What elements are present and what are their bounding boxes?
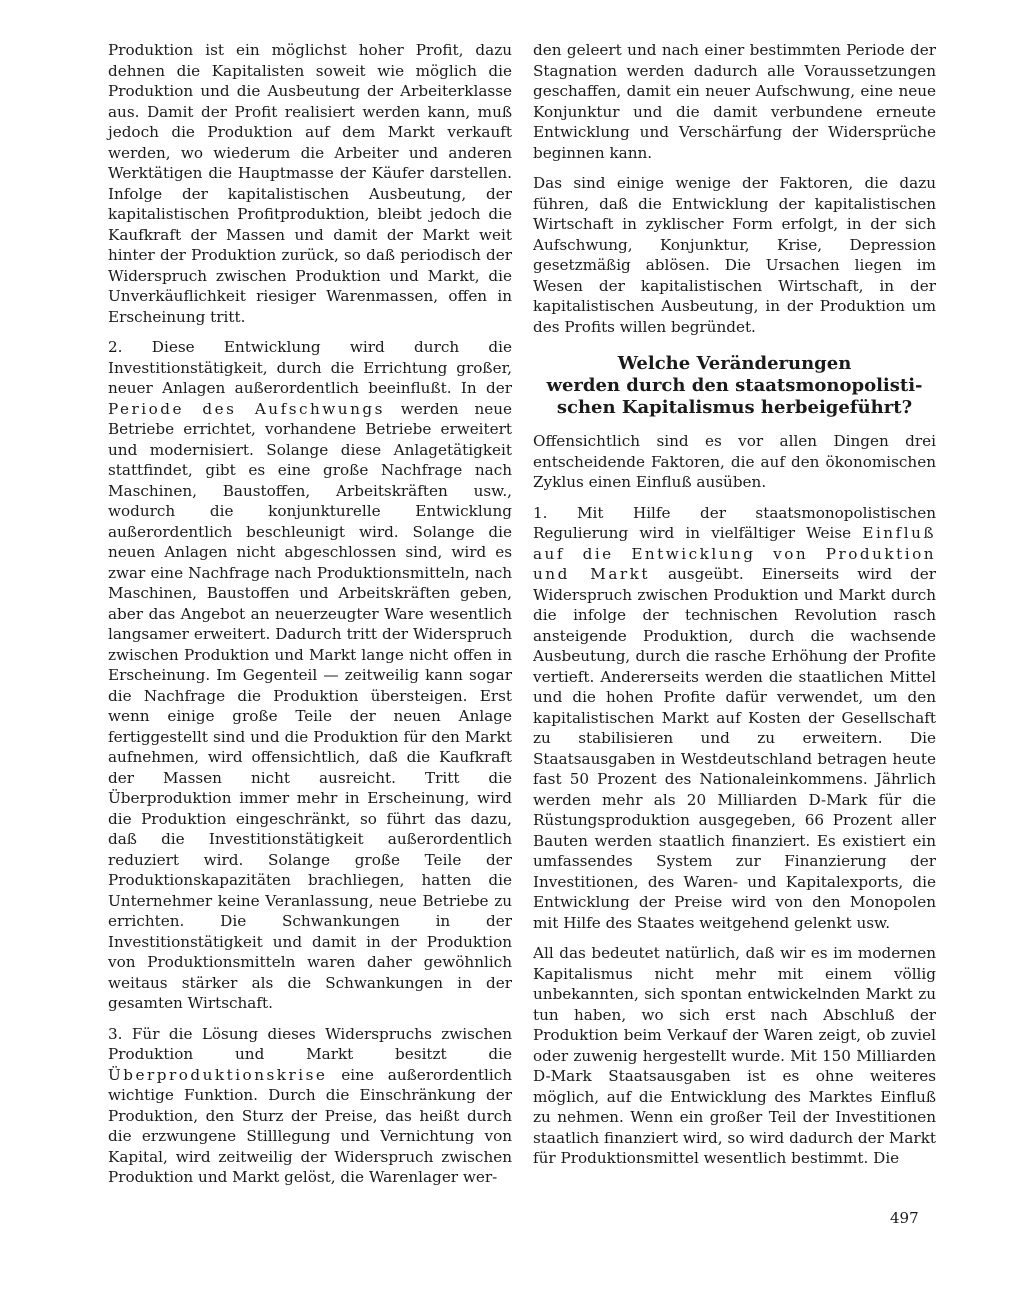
left-column bbox=[108, 40, 512, 1198]
heading-line-2: werden durch den staatsmonopolisti- bbox=[546, 375, 923, 396]
paragraph-left-3 bbox=[108, 1024, 512, 1188]
heading-line-1: Welche Veränderungen bbox=[617, 353, 852, 374]
emphasis-text: Überproduktionskrise bbox=[108, 1065, 328, 1084]
section-heading bbox=[533, 353, 936, 419]
text-segment: ausgeübt. Einerseits wird der Widerspruch zwischen Produktion und Markt durch die infolge der technischen Revolution rasch ansteigende Produktion, durch die wachsende Ausbeutung, durch die rasche Erhöhung der Profite vertieft. Andererseits werden die staatlichen Mittel und die hohen Profite dafür verwendet, um den kapitalistischen Markt auf Kosten der Gesellschaft zu stabilisieren und zu erweitern. Die Staatsausgaben in Westdeutschland betragen heute fast 50 Prozent des Nationaleinkommens. Jährlich werden mehr als 20 Milliarden D-Mark für die Rüstungsproduktion ausgegeben, 66 Prozent aller Bauten werden staatlich finanziert. Es existiert ein umfassendes System zur Finanzierung der Investitionen, des Waren- und Kapitalexports, die Entwicklung der Preise wird von den Monopolen mit Hilfe des Staates weitgehend gelenkt usw. bbox=[533, 565, 936, 932]
text-segment: 3. Für die Lösung dieses Widerspruchs zwischen Produktion und Markt besitzt die bbox=[108, 1024, 512, 1063]
paragraph-right-4 bbox=[533, 503, 936, 934]
page-number: 497 bbox=[890, 1209, 919, 1227]
text-segment: werden neue Betriebe errichtet, vorhandene Betriebe erweitert und modernisiert. Solange diese Anlagetätigkeit stattfindet, gibt es eine große Nachfrage nach Maschinen, Baustoffen, Arbeitskräften usw., wodurch die konjunkturelle Entwicklung außerordentlich beschleunigt wird. Solange die neuen Anlagen nicht abgeschlossen sind, wird es zwar eine Nachfrage nach Produktionsmitteln, nach Maschinen, Baustoffen und Arbeitskräften geben, aber das Angebot an neuerzeugter Ware wesentlich langsamer erweitert. Dadurch tritt der Widerspruch zwischen Produktion und Markt lange nicht offen in Erscheinung. Im Gegenteil — zeitweilig kann sogar die Nachfrage die Produktion übersteigen. Erst wenn einige große Teile der neuen Anlage fertiggestellt sind und die Produktion für den Markt aufnehmen, wird offensichtlich, daß die Kaufkraft der Massen nicht ausreicht. Tritt die Überproduktion immer mehr in Erscheinung, wird die Produktion eingeschränkt, so führt das dazu, daß die Investitionstätigkeit außerordentlich reduziert wird. Solange große Teile der Produktionskapazitäten brachliegen, hatten die Unternehmer keine Veranlassung, neue Betriebe zu errichten. Die Schwankungen in der Investitionstätigkeit und damit in der Produktion von Produktionsmitteln waren daher gewöhnlich weitaus stärker als die Schwankungen in der gesamten Wirtschaft. bbox=[108, 399, 512, 1012]
paragraph-right-5: All das bedeutet natürlich, daß wir es im modernen Kapitalismus nicht mehr mit einem völlig unbekannten, sich spontan entwickelnden Markt zu tun haben, wo sich erst nach Abschluß der Produktion beim Verkauf der Waren zeigt, ob zuviel oder zuwenig hergestellt wurde. Mit 150 Milliarden D-Mark Staatsausgaben ist es ohne weiteres möglich, auf die Entwicklung des Marktes Einfluß zu nehmen. Wenn ein großer Teil der Investitionen staatlich finanziert wird, so wird dadurch der Markt für Produktionsmittel wesentlich bestimmt. Die bbox=[533, 944, 936, 1167]
paragraph-right-3: Offensichtlich sind es vor allen Dingen drei entscheidende Faktoren, die auf den ökonomischen Zyklus einen Einfluß ausüben. bbox=[533, 432, 936, 491]
text-segment: 2. Diese Entwicklung wird durch die Investitionstätigkeit, durch die Errichtung großer, neuer Anlagen außerordentlich beeinflußt. In der bbox=[108, 338, 512, 397]
paragraph-right-1: den geleert und nach einer bestimmten Periode der Stagnation werden dadurch alle Voraussetzungen geschaffen, damit ein neuer Aufschwung, eine neue Konjunktur und die damit verbundene erneute Entwicklung und Verschärfung der Widersprüche beginnen kann. bbox=[533, 41, 936, 162]
paragraph-left-2 bbox=[108, 337, 512, 1014]
text-segment: 1. Mit Hilfe der staatsmonopolistischen Regulierung wird in vielfältiger Weise bbox=[533, 503, 936, 542]
emphasis-text: Periode des Aufschwungs bbox=[108, 399, 385, 418]
text-segment: eine außerordentlich wichtige Funktion. Durch die Einschränkung der Produktion, den Sturz der Preise, das heißt durch die erzwungene Stilllegung und Vernichtung von Kapital, wird zeitweilig der Widerspruch zwischen Produktion und Markt gelöst, die Warenlager wer- bbox=[108, 1065, 512, 1186]
heading-line-3: schen Kapitalismus herbeigeführt? bbox=[556, 397, 913, 418]
emphasis-text: Einfluß auf die Entwicklung von Produktion und Markt bbox=[533, 524, 936, 583]
right-column bbox=[533, 40, 936, 1179]
paragraph-right-2: Das sind einige wenige der Faktoren, die dazu führen, daß die Entwicklung der kapitalistischen Wirtschaft in zyklischer Form erfolgt, in der sich Aufschwung, Konjunktur, Krise, Depression gesetzmäßig ablösen. Die Ursachen liegen im Wesen der kapitalistischen Wirtschaft, in der kapitalistischen Ausbeutung, in der Produktion um des Profits willen begründet. bbox=[533, 174, 936, 336]
paragraph-left-1: Produktion ist ein möglichst hoher Profit, dazu dehnen die Kapitalisten soweit wie möglich die Produktion und die Ausbeutung der Arbeiterklasse aus. Damit der Profit realisiert werden kann, muß jedoch die Produktion auf dem Markt verkauft werden, wo wiederum die Arbeiter und anderen Werktätigen die Hauptmasse der Käufer darstellen. Infolge der kapitalistischen Ausbeutung, der kapitalistischen Profitproduktion, bleibt jedoch die Kaufkraft der Massen und damit der Markt weit hinter der Produktion zurück, so daß periodisch der Widerspruch zwischen Produktion und Markt, die Unverkäuflichkeit riesiger Warenmassen, offen in Erscheinung tritt. bbox=[108, 41, 512, 326]
